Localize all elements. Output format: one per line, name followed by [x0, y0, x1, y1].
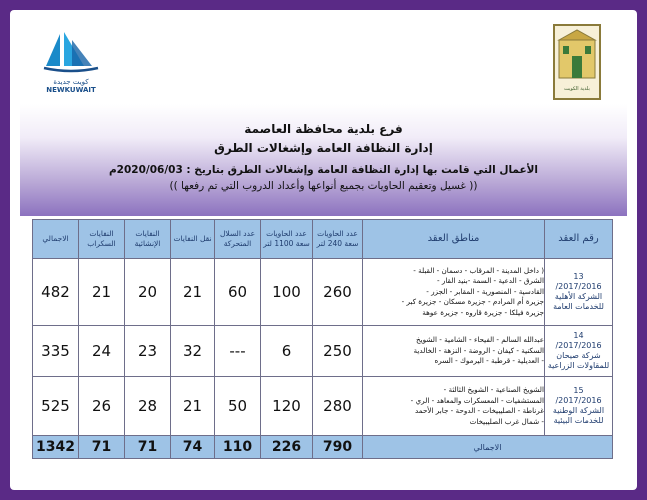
- contract-cell: [545, 259, 613, 326]
- col-contract-number: رقم العقد: [545, 220, 613, 259]
- footer-scrap-waste: 71: [79, 436, 125, 459]
- document-titles: [20, 120, 627, 194]
- new-kuwait-logo: [42, 30, 100, 92]
- municipality-logo-text: بلدية الكويت: [564, 86, 590, 92]
- col-containers-1100: عدد الحاويات سعة 1100 لتر: [261, 220, 313, 259]
- footer-containers-240: 790: [313, 436, 363, 459]
- areas-cell: [363, 326, 545, 377]
- areas-line: القادسية - المنصورية - المقابر - الجزر -: [426, 286, 544, 296]
- footer-mobile-baskets: 110: [215, 436, 261, 459]
- col-total: الاجمالي: [33, 220, 79, 259]
- footer-waste-transport: 74: [171, 436, 215, 459]
- contract-number: 14: [573, 331, 584, 340]
- logo-latin-text: NEWKUWAIT: [46, 86, 96, 94]
- containers-240-value: 250: [313, 326, 363, 377]
- contractor-name-line2: للمقاولات الزراعية: [547, 361, 610, 370]
- table-row: [33, 259, 613, 326]
- containers-1100-value: 120: [261, 377, 313, 436]
- kuwait-municipality-logo: [553, 24, 601, 100]
- areas-line: عبدالله السالم - الفيحاء - الشامية - الشويخ: [416, 335, 544, 345]
- scrap-waste-value: 21: [79, 259, 125, 326]
- contract-cell: [545, 326, 613, 377]
- contractor-name: شركة صيحان: [556, 351, 601, 360]
- contractor-name-line2: للخدمات البيئية: [553, 416, 604, 425]
- scrap-waste-value: 24: [79, 326, 125, 377]
- logo-arabic-text: كويت جديدة: [53, 78, 89, 86]
- footer-construction-waste: 71: [125, 436, 171, 459]
- construction-waste-value: 23: [125, 326, 171, 377]
- contract-year: 2017/2016/: [555, 396, 602, 405]
- areas-line: - شمال غرب الصليبيخات: [469, 416, 544, 426]
- col-waste-transport: نقل النفايات: [171, 220, 215, 259]
- col-construction-waste: النفايات الإنشائية: [125, 220, 171, 259]
- waste-transport-value: 32: [171, 326, 215, 377]
- areas-line: ( داخل المدينة - المرقاب - دسمان - القبلة -: [413, 265, 544, 275]
- scrap-waste-value: 26: [79, 377, 125, 436]
- mobile-baskets-value: ---: [215, 326, 261, 377]
- branch-title: فرع بلدية محافظة العاصمة: [244, 122, 403, 136]
- areas-cell: [363, 259, 545, 326]
- areas-line: - العديلية - قرطبة - اليرموك - السره: [434, 356, 544, 366]
- areas-line: غرناطة - الصليبيخات - الدوحة - جابر الأحمد: [415, 406, 544, 415]
- contract-year: 2017/2016/: [555, 341, 602, 350]
- contractor-name: الشركة الأهلية: [554, 292, 603, 301]
- contract-cell: [545, 377, 613, 436]
- footer-grand-total: 1342: [33, 436, 79, 459]
- report-date-line: الأعمال التي قامت بها إدارة النظافة العامة وإشغالات الطرق بتاريخ : 2020/06/03م: [108, 164, 539, 176]
- contract-number: 15: [573, 386, 584, 395]
- areas-cell: [363, 377, 545, 436]
- contract-number: 13: [573, 272, 584, 281]
- construction-waste-value: 28: [125, 377, 171, 436]
- containers-240-value: 260: [313, 259, 363, 326]
- col-mobile-baskets: عدد السلال المتحركة: [215, 220, 261, 259]
- footer-containers-1100: 226: [261, 436, 313, 459]
- areas-line: جزيرة أم المرادم - جزيرة مسكان - جزيرة كبر -: [401, 297, 544, 307]
- mobile-baskets-value: 60: [215, 259, 261, 326]
- waste-transport-value: 21: [171, 259, 215, 326]
- table-row: [33, 326, 613, 377]
- col-containers-240: عدد الحاويات سعة 240 لتر: [313, 220, 363, 259]
- sail-icon: [42, 30, 100, 74]
- department-title: إدارة النظافة العامة وإشغالات الطرق: [214, 141, 433, 155]
- col-contract-areas: مناطق العقد: [363, 220, 545, 259]
- row-total-value: 482: [33, 259, 79, 326]
- areas-line: الشويخ الصناعية - الشويخ الثالثة -: [443, 385, 544, 394]
- waste-transport-value: 21: [171, 377, 215, 436]
- contract-year: 2017/2016/: [555, 282, 602, 291]
- areas-line: المستشفيات - المعسكرات والمعاهد - الري -: [410, 395, 544, 405]
- contractor-name-line2: للخدمات العامة: [553, 302, 604, 311]
- row-total-value: 335: [33, 326, 79, 377]
- contractor-name: الشركة الوطنية: [552, 406, 605, 415]
- logo-lettering: [42, 78, 100, 94]
- containers-240-value: 280: [313, 377, 363, 436]
- table-row: [33, 377, 613, 436]
- areas-line: السكنية - كيفان - الروضة - النزهة - الخالدية: [413, 345, 544, 355]
- table-footer-row: [33, 436, 613, 459]
- construction-waste-value: 20: [125, 259, 171, 326]
- containers-1100-value: 6: [261, 326, 313, 377]
- containers-table: [32, 219, 613, 459]
- footer-total-label: الاجمالي: [363, 436, 613, 459]
- col-scrap-waste: النفايات السكراب: [79, 220, 125, 259]
- areas-line: الشرق - الدعية - السمة -بنيد القار -: [437, 276, 544, 286]
- mobile-baskets-value: 50: [215, 377, 261, 436]
- containers-1100-value: 100: [261, 259, 313, 326]
- municipality-emblem-icon: [555, 26, 599, 84]
- row-total-value: 525: [33, 377, 79, 436]
- report-subject-line: (( غسيل وتعقيم الحاويات بجميع أنواعها وأعداد الدروب التي تم رفعها )): [169, 180, 478, 192]
- areas-line: جزيرة فيلكا - جزيرة قاروه - جزيرة عوهة: [422, 307, 544, 317]
- table-header-row: [33, 220, 613, 259]
